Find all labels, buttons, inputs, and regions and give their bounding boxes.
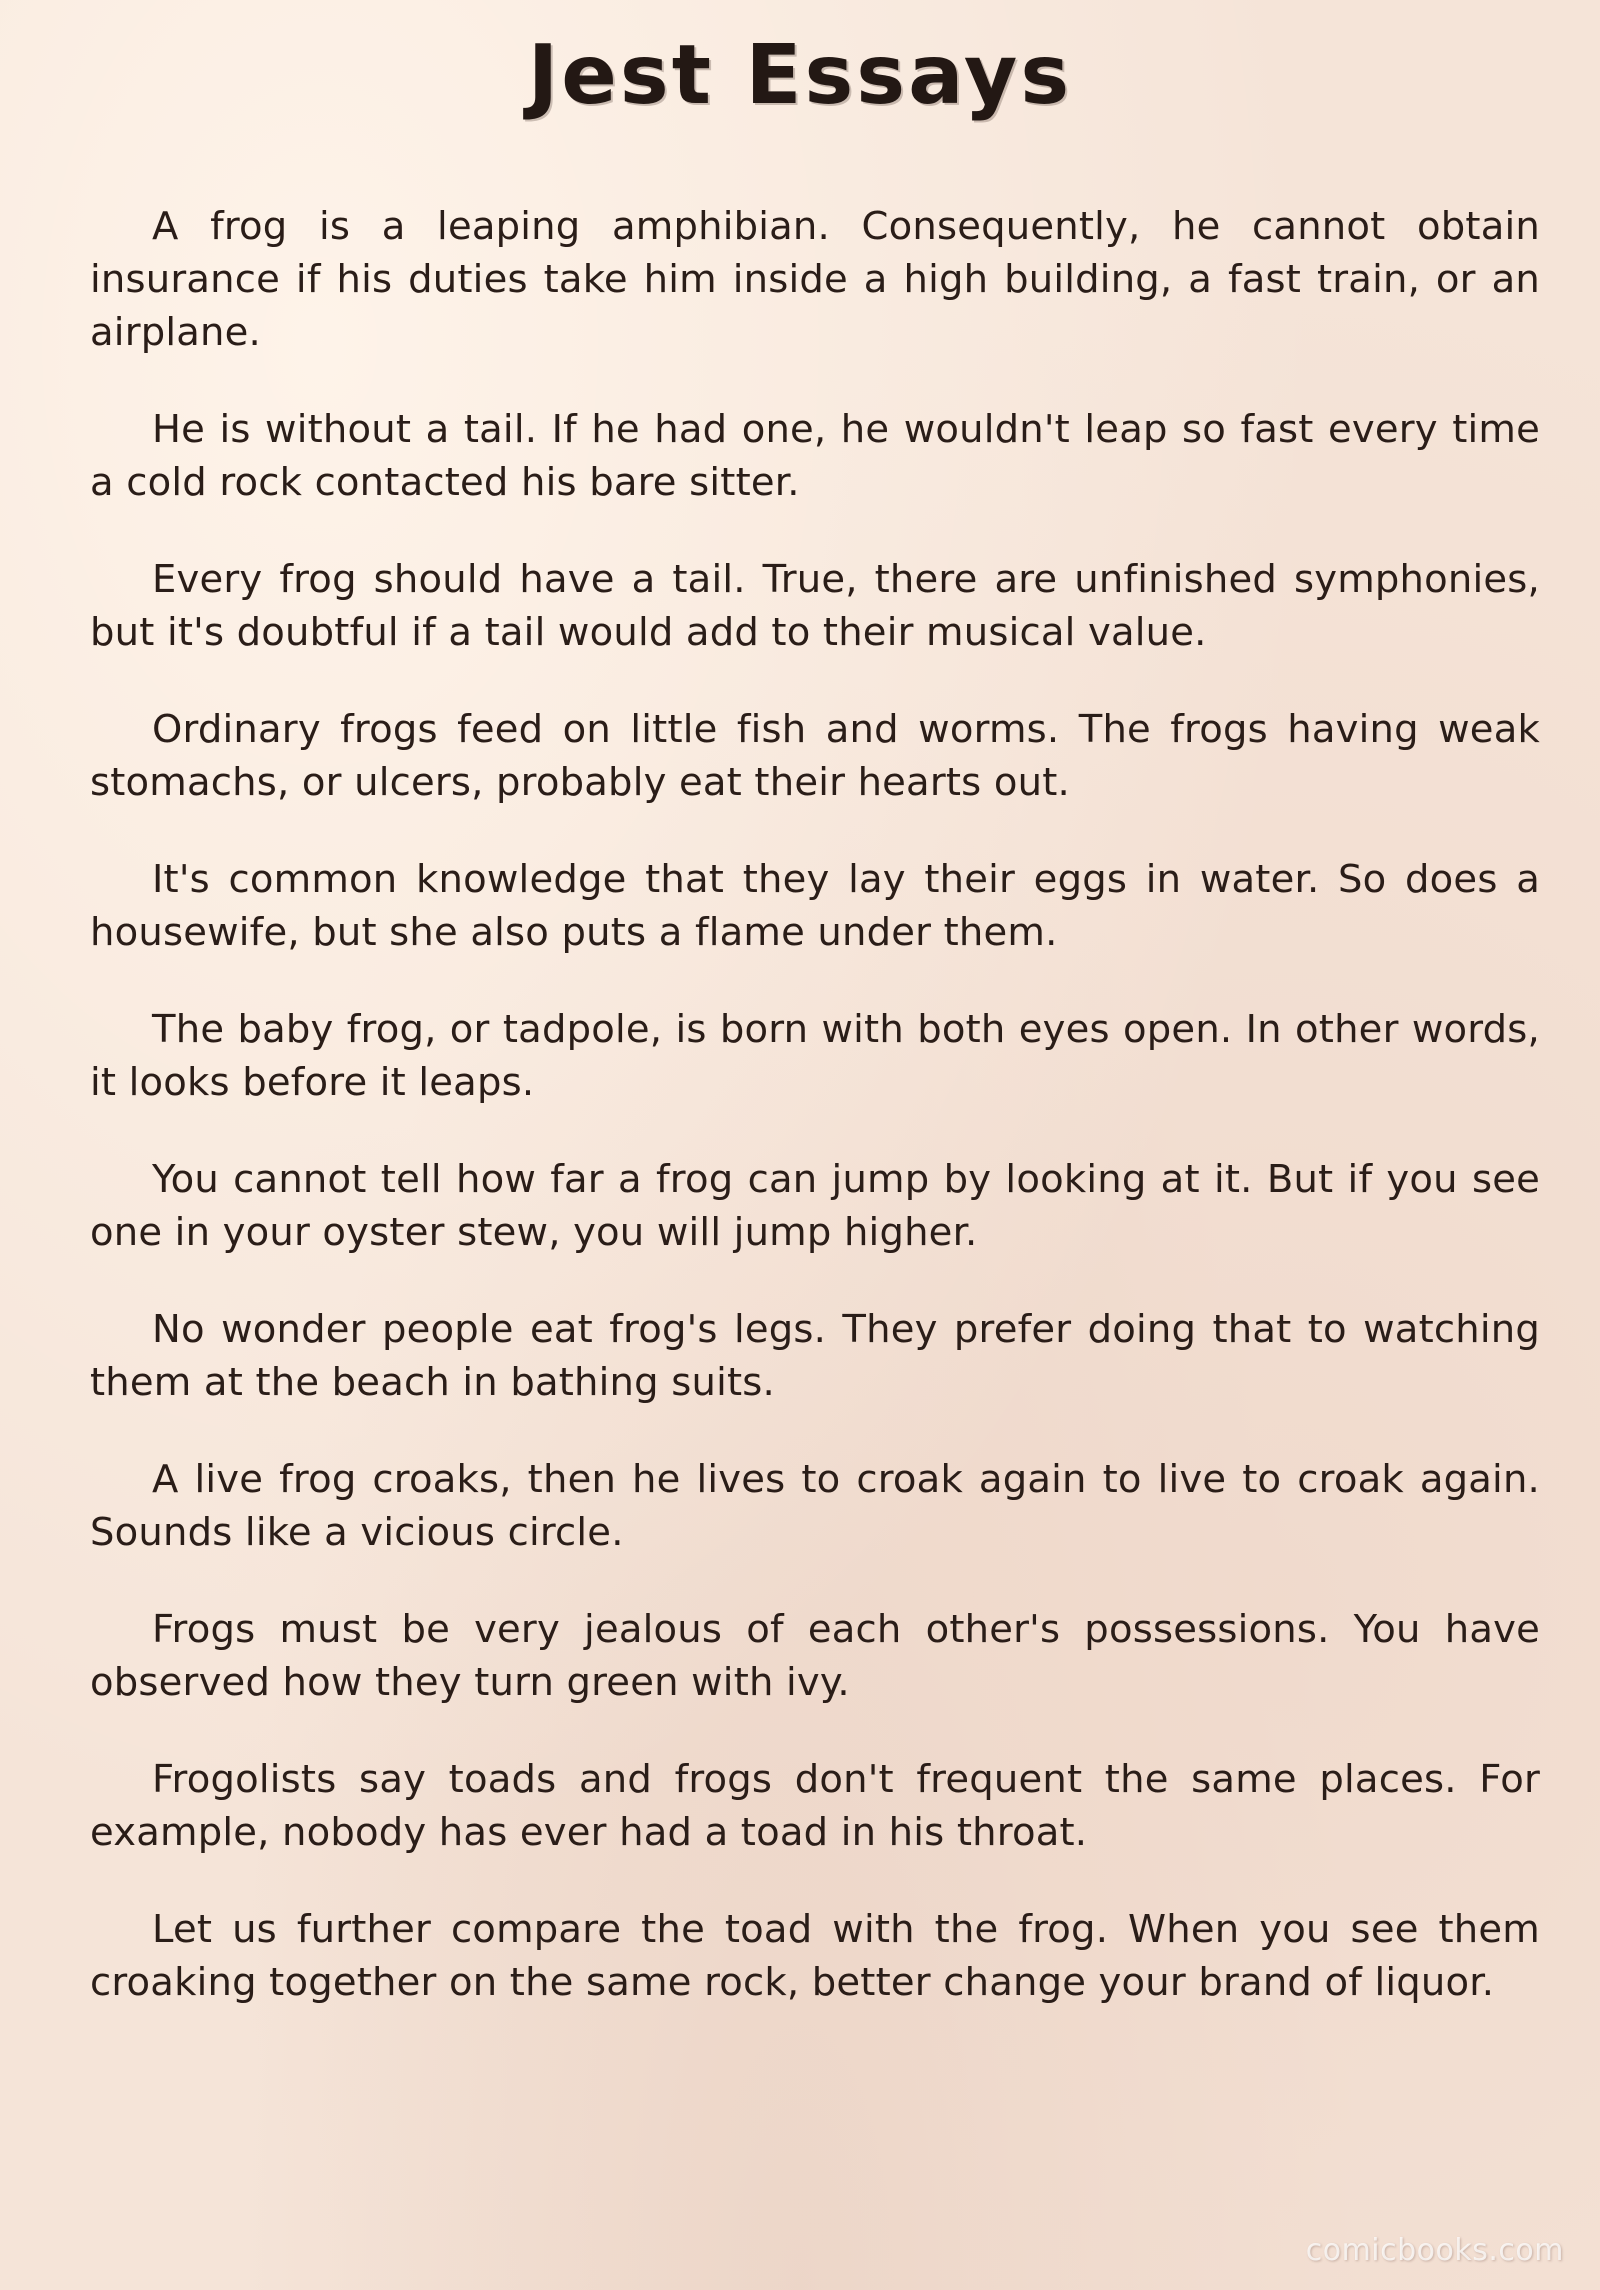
paragraph-11: Frogolists say toads and frogs don't frequent the same places. For example, nobody has ever had a toad in his throat. — [90, 1757, 1540, 1855]
paragraph-2: He is without a tail. If he had one, he wouldn't leap so fast every time a cold rock contacted his bare sitter. — [90, 407, 1540, 505]
paragraph-8: No wonder people eat frog's legs. They prefer doing that to watching them at the beach in bathing suits. — [90, 1307, 1540, 1405]
paragraph-3: Every frog should have a tail. True, there are unfinished symphonies, but it's doubtful if a tail would add to their musical value. — [90, 557, 1540, 655]
watermark: comicbooks.com — [1305, 2233, 1564, 2268]
essay-body — [90, 200, 1540, 2053]
paragraph-10: Frogs must be very jealous of each other's possessions. You have observed how they turn green with ivy. — [90, 1607, 1540, 1705]
page-title: Jest Essays — [527, 28, 1073, 123]
paragraph-1: A frog is a leaping amphibian. Consequently, he cannot obtain insurance if his duties take him inside a high building, a fast train, or an airplane. — [90, 204, 1540, 355]
paragraph-5: It's common knowledge that they lay their eggs in water. So does a housewife, but she also puts a flame under them. — [90, 857, 1540, 955]
paragraph-6: The baby frog, or tadpole, is born with both eyes open. In other words, it looks before it leaps. — [90, 1007, 1540, 1105]
paragraph-7: You cannot tell how far a frog can jump by looking at it. But if you see one in your oyster stew, you will jump higher. — [90, 1157, 1540, 1255]
paragraph-12: Let us further compare the toad with the frog. When you see them croaking together on the same rock, better change your brand of liquor. — [90, 1907, 1540, 2005]
paragraph-9: A live frog croaks, then he lives to croak again to live to croak again. Sounds like a vicious circle. — [90, 1457, 1540, 1555]
paragraph-4: Ordinary frogs feed on little fish and worms. The frogs having weak stomachs, or ulcers, probably eat their hearts out. — [90, 707, 1540, 805]
